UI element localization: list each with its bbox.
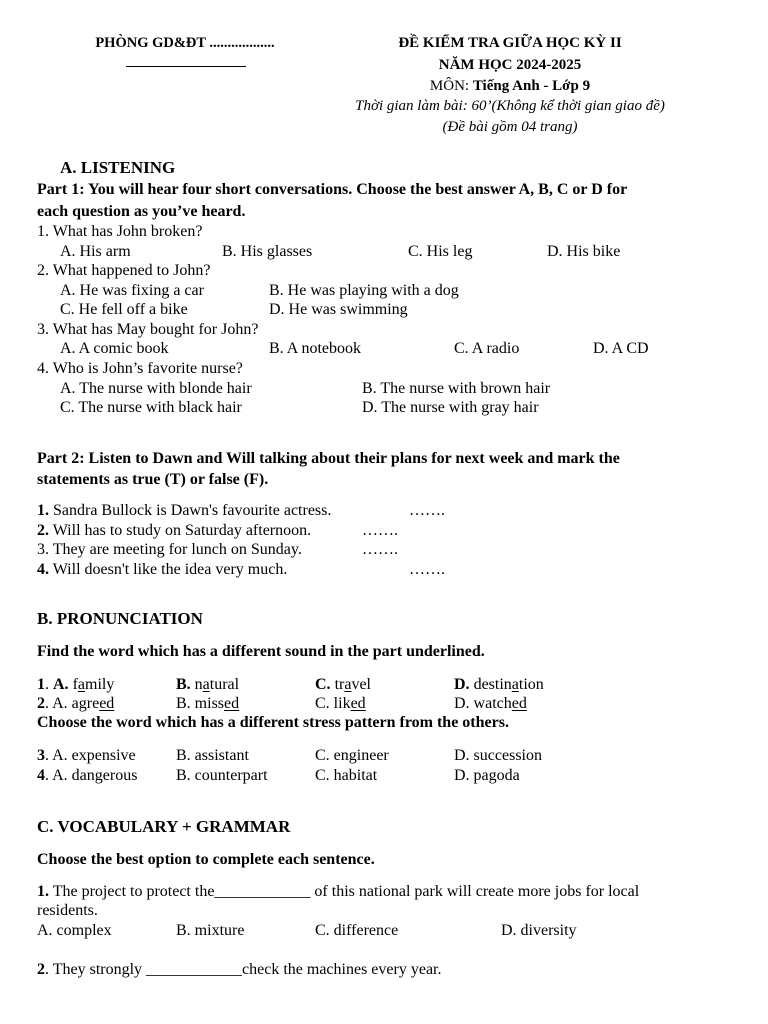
vocab-q2 — [37, 960, 441, 980]
question-1-text: 1. What has John broken? — [37, 223, 203, 240]
tf-statement-text: Will doesn't like the idea very much. — [49, 561, 288, 578]
vocab-q1-line2: residents. — [37, 902, 98, 919]
question-4-text: 4. Who is John’s favorite nurse? — [37, 360, 243, 377]
part2-instruction-line2: statements as true (T) or false (F). — [37, 471, 269, 488]
underlined-part: ed — [511, 695, 527, 712]
q4-option-a: A. The nurse with blonde hair — [60, 380, 252, 397]
sound-instruction: Find the word which has a different sound in the part underlined. — [37, 643, 485, 660]
exam-title: ĐỀ KIỂM TRA GIỮA HỌC KỲ II — [398, 35, 622, 51]
word-end: mily — [85, 676, 115, 693]
question-number: 4 — [37, 767, 45, 784]
q1-option-b: B. His glasses — [222, 243, 313, 260]
vocab-instruction: Choose the best option to complete each sentence. — [37, 851, 375, 868]
option-text: . A. dangerous — [45, 767, 138, 784]
q3-option-c: C. A radio — [454, 340, 520, 357]
q4-option-d: D. The nurse with gray hair — [362, 399, 539, 416]
question-text: The project to protect the____________ of this national park will create more jobs for local — [49, 883, 640, 900]
tf-answer-blank-3[interactable]: ……. — [362, 541, 398, 558]
tf-statement-text: Will has to study on Saturday afternoon. — [49, 522, 312, 539]
question-number: 2 — [37, 695, 45, 712]
tf-answer-blank-4[interactable]: ……. — [409, 561, 445, 578]
word-start: C. lik — [315, 695, 351, 712]
q4-option-c: C. The nurse with black hair — [60, 399, 242, 416]
stress-q3-option-d: D. succession — [454, 747, 542, 764]
stress-q4-option-c: C. habitat — [315, 767, 378, 784]
tf-statement-number: 3. — [37, 541, 49, 558]
vocab-q1-option-c: C. difference — [315, 922, 399, 939]
tf-statement-number: 4. — [37, 561, 49, 578]
tf-statement-2 — [37, 521, 311, 541]
q3-option-b: B. A notebook — [269, 340, 362, 357]
pron-q1-option-c — [315, 675, 371, 695]
underlined-part: a — [77, 676, 85, 693]
option-letter: D. — [454, 676, 470, 693]
underlined-part: a — [511, 676, 519, 693]
pron-q2-option-a — [37, 694, 114, 714]
question-number: 2 — [37, 961, 45, 978]
word-start: destin — [469, 676, 512, 693]
underlined-part: a — [202, 676, 210, 693]
q2-option-d: D. He was swimming — [269, 301, 408, 318]
separator: . — [45, 676, 53, 693]
q1-option-a: A. His arm — [60, 243, 131, 260]
question-number: 3 — [37, 747, 45, 764]
tf-statement-number: 1. — [37, 502, 49, 519]
option-letter: C. — [315, 676, 331, 693]
tf-answer-blank-1[interactable]: ……. — [409, 502, 445, 519]
pron-q2-option-c — [315, 694, 366, 714]
stress-q3-option-a — [37, 746, 136, 766]
word-end: tural — [209, 676, 240, 693]
section-pronunciation-heading: B. PRONUNCIATION — [37, 609, 203, 628]
stress-instruction: Choose the word which has a different stress pattern from the others. — [37, 714, 509, 731]
word-end: tion — [518, 676, 544, 693]
word-start: D. watch — [454, 695, 512, 712]
word-start: n — [190, 676, 203, 693]
section-vocabulary-heading: C. VOCABULARY + GRAMMAR — [37, 817, 291, 836]
pron-q2-option-b — [176, 694, 239, 714]
q1-option-c: C. His leg — [408, 243, 473, 260]
tf-statement-3 — [37, 540, 302, 560]
subject-name: Tiếng Anh - Lớp 9 — [472, 78, 591, 94]
pron-q1-option-b — [176, 675, 239, 695]
q2-option-c: C. He fell off a bike — [60, 301, 188, 318]
underlined-part: ed — [224, 695, 240, 712]
tf-statement-4 — [37, 560, 287, 580]
school-office: PHÒNG GD&ĐT .................. — [95, 35, 275, 51]
word-end: vel — [351, 676, 371, 693]
vocab-q1-line1 — [37, 882, 639, 902]
q2-option-b: B. He was playing with a dog — [269, 282, 459, 299]
pron-q2-option-d — [454, 694, 527, 714]
stress-q4-option-d: D. pagoda — [454, 767, 520, 784]
tf-statement-text: They are meeting for lunch on Sunday. — [49, 541, 302, 558]
option-letter: A. — [53, 676, 69, 693]
question-2-text: 2. What happened to John? — [37, 262, 211, 279]
part2-instruction-line1: Part 2: Listen to Dawn and Will talking about their plans for next week and mark the — [37, 450, 620, 467]
vocab-q1-option-a: A. complex — [37, 922, 112, 939]
underlined-part: ed — [350, 695, 366, 712]
vocab-q1-option-d: D. diversity — [501, 922, 577, 939]
stress-q4-option-a — [37, 766, 137, 786]
word-start: tr — [330, 676, 345, 693]
school-year: NĂM HỌC 2024-2025 — [438, 57, 582, 73]
q2-option-a: A. He was fixing a car — [60, 282, 204, 299]
underlined-part: ed — [99, 695, 115, 712]
q3-option-a: A. A comic book — [60, 340, 169, 357]
tf-statement-1 — [37, 501, 331, 521]
pron-q1-option-a — [37, 675, 114, 695]
subject-prefix: MÔN: — [429, 78, 473, 94]
part1-instruction-line2: each question as you’ve heard. — [37, 203, 246, 220]
pron-q1-option-d — [454, 675, 544, 695]
tf-statement-text: Sandra Bullock is Dawn's favourite actress. — [49, 502, 332, 519]
q3-option-d: D. A CD — [593, 340, 649, 357]
section-listening-heading: A. LISTENING — [60, 158, 176, 177]
option-letter: B. — [176, 676, 191, 693]
underlined-part: a — [344, 676, 352, 693]
subject-line — [320, 77, 700, 97]
q4-option-b: B. The nurse with brown hair — [362, 380, 551, 397]
vocab-q1-option-b: B. mixture — [176, 922, 245, 939]
word-start: . A. agre — [45, 695, 100, 712]
tf-answer-blank-2[interactable]: ……. — [362, 522, 398, 539]
page-count: (Đề bài gồm 04 trang) — [442, 119, 578, 135]
question-number: 1 — [37, 676, 45, 693]
option-text: . A. expensive — [45, 747, 136, 764]
stress-q3-option-b: B. assistant — [176, 747, 249, 764]
question-text: . They strongly ____________check the machines every year. — [45, 961, 442, 978]
stress-q4-option-b: B. counterpart — [176, 767, 268, 784]
word-start: f — [68, 676, 78, 693]
word-start: B. miss — [176, 695, 225, 712]
part1-instruction-line1: Part 1: You will hear four short conversations. Choose the best answer A, B, C or D for — [37, 181, 628, 198]
stress-q3-option-c: C. engineer — [315, 747, 389, 764]
tf-statement-number: 2. — [37, 522, 49, 539]
header-divider — [126, 66, 246, 67]
time-limit: Thời gian làm bài: 60’(Không kể thời gian giao đề) — [355, 98, 665, 114]
question-3-text: 3. What has May bought for John? — [37, 321, 259, 338]
q1-option-d: D. His bike — [547, 243, 621, 260]
question-number: 1. — [37, 883, 49, 900]
